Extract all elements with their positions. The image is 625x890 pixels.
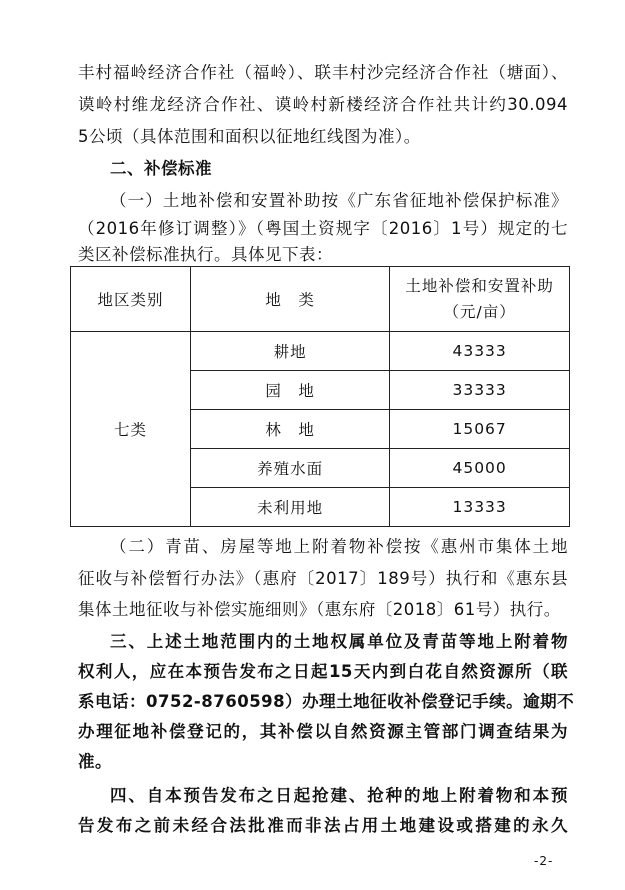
section-4-line-1: 四、自本预告发布之日起抢建、抢种的地上附着物和本预	[110, 786, 568, 805]
amount-cell: 15067	[390, 410, 570, 449]
header-compensation	[390, 267, 570, 332]
paragraph-1-line-1: 丰村福岭经济合作社（福岭）、联丰村沙完经济合作社（塘面）、	[78, 63, 568, 82]
land-type-cell: 养殖水面	[190, 449, 389, 488]
table-header-row	[71, 267, 570, 332]
compensation-table	[70, 266, 570, 527]
land-type-cell: 园 地	[190, 371, 389, 410]
header-compensation-line-2: （元/亩）	[443, 303, 516, 321]
table-row	[71, 332, 570, 371]
section-3-line-4: 办理征地补偿登记的，其补偿以自然资源主管部门调查结果为	[78, 722, 568, 741]
section-3-line-1: 三、上述土地范围内的土地权属单位及青苗等地上附着物	[110, 632, 568, 651]
sub-2-line-3: 集体土地征收与补偿实施细则》（惠东府〔2018〕61号）执行。	[78, 600, 561, 619]
header-region-type: 地区类别	[71, 267, 191, 332]
sub-1-line-1: （一）土地补偿和安置补助按《广东省征地补偿保护标准》	[110, 191, 568, 210]
sub-1-line-3: 类区补偿标准执行。具体见下表：	[78, 245, 333, 264]
paragraph-1-line-2: 谟岭村维龙经济合作社、谟岭村新楼经济合作社共计约30.094	[78, 95, 568, 114]
section-3-line-3: 系电话：0752-8760598）办理土地征收补偿登记手续。逾期不	[78, 692, 575, 711]
section-3-line-5: 准。	[78, 752, 112, 771]
sub-2-line-1: （二）青苗、房屋等地上附着物补偿按《惠州市集体土地	[110, 537, 568, 556]
land-type-cell: 未利用地	[190, 488, 389, 527]
amount-cell: 45000	[390, 449, 570, 488]
amount-cell: 13333	[390, 488, 570, 527]
amount-cell: 33333	[390, 371, 570, 410]
sub-2-line-2: 征收与补偿暂行办法》（惠府〔2017〕189号）执行和《惠东县	[78, 569, 568, 588]
page-number: -2-	[534, 854, 554, 868]
sub-1-line-2: （2016年修订调整）》（粤国土资规字〔2016〕1号）规定的七	[78, 219, 568, 238]
section-3-line-2: 权利人，应在本预告发布之日起15天内到白花自然资源所（联	[78, 662, 568, 681]
header-land-type: 地 类	[190, 267, 389, 332]
section-4-line-2: 告发布之前未经合法批准而非法占用土地建设或搭建的永久	[78, 816, 568, 835]
amount-cell: 43333	[390, 332, 570, 371]
land-type-cell: 耕地	[190, 332, 389, 371]
region-cell: 七类	[71, 332, 191, 527]
header-compensation-line-1: 土地补偿和安置补助	[405, 277, 554, 295]
section-2-heading: 二、补偿标准	[110, 159, 212, 178]
paragraph-1-line-3: 5公顷（具体范围和面积以征地红线图为准）。	[78, 127, 421, 146]
land-type-cell: 林 地	[190, 410, 389, 449]
